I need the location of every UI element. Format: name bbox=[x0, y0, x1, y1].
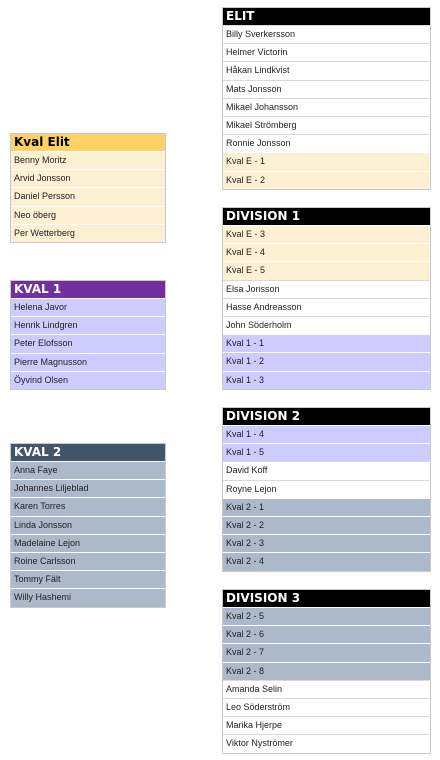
group-elit bbox=[222, 7, 431, 190]
table-row: Hasse Andreasson bbox=[223, 298, 430, 316]
group-title: KVAL 1 bbox=[11, 281, 165, 298]
table-row: Kval E - 1 bbox=[223, 152, 430, 170]
table-row: John Söderholm bbox=[223, 316, 430, 334]
table-row: Kval 1 - 2 bbox=[223, 352, 430, 370]
table-row: Helena Javor bbox=[11, 298, 165, 316]
table-row: Helmer Victorin bbox=[223, 43, 430, 61]
table-row: Mats Jonsson bbox=[223, 80, 430, 98]
table-row: David Koff bbox=[223, 461, 430, 479]
table-row: Kval 2 - 8 bbox=[223, 662, 430, 680]
table-row: Anna Faye bbox=[11, 461, 165, 479]
table-row: Kval 1 - 3 bbox=[223, 371, 430, 389]
table-row: Peter Elofsson bbox=[11, 334, 165, 352]
table-row: Per Wetterberg bbox=[11, 224, 165, 242]
group-kval-1 bbox=[10, 280, 166, 390]
table-row: Ronnie Jonsson bbox=[223, 134, 430, 152]
group-kval-2 bbox=[10, 443, 166, 608]
table-row: Roine Carlsson bbox=[11, 552, 165, 570]
table-row: Henrik Lindgren bbox=[11, 316, 165, 334]
table-row: Kval E - 2 bbox=[223, 171, 430, 189]
group-division-3 bbox=[222, 589, 431, 754]
table-row: Amanda Selin bbox=[223, 680, 430, 698]
table-row: Neo öberg bbox=[11, 206, 165, 224]
table-row: Linda Jonsson bbox=[11, 516, 165, 534]
table-row: Karen Torres bbox=[11, 497, 165, 515]
table-row: Kval E - 3 bbox=[223, 225, 430, 243]
table-row: Arvid Jonsson bbox=[11, 169, 165, 187]
table-row: Tommy Fält bbox=[11, 570, 165, 588]
table-row: Kval 2 - 6 bbox=[223, 625, 430, 643]
table-row: Kval 1 - 4 bbox=[223, 425, 430, 443]
table-row: Kval E - 5 bbox=[223, 261, 430, 279]
table-row: Mikael Johansson bbox=[223, 98, 430, 116]
table-row: Kval E - 4 bbox=[223, 243, 430, 261]
table-row: Pierre Magnusson bbox=[11, 353, 165, 371]
table-row: Kval 2 - 2 bbox=[223, 516, 430, 534]
table-row: Billy Sverkersson bbox=[223, 25, 430, 43]
group-kval-elit bbox=[10, 133, 166, 243]
table-row: Madelaine Lejon bbox=[11, 534, 165, 552]
group-title: Kval Elit bbox=[11, 134, 165, 151]
table-row: Willy Hashemi bbox=[11, 588, 165, 606]
group-division-2 bbox=[222, 407, 431, 572]
table-row: Viktor Nyströmer bbox=[223, 734, 430, 752]
table-row: Kval 2 - 1 bbox=[223, 498, 430, 516]
table-row: Leo Söderström bbox=[223, 698, 430, 716]
table-row: Öyvind Olsen bbox=[11, 371, 165, 389]
table-row: Royne Lejon bbox=[223, 480, 430, 498]
group-title: DIVISION 2 bbox=[223, 408, 430, 425]
table-row: Marika Hjerpe bbox=[223, 716, 430, 734]
group-division-1 bbox=[222, 207, 431, 390]
table-row: Kval 2 - 3 bbox=[223, 534, 430, 552]
table-row: Elsa Jonsson bbox=[223, 280, 430, 298]
table-row: Kval 2 - 5 bbox=[223, 607, 430, 625]
group-title: ELIT bbox=[223, 8, 430, 25]
table-row: Daniel Persson bbox=[11, 187, 165, 205]
group-title: DIVISION 1 bbox=[223, 208, 430, 225]
table-row: Johannes Liljeblad bbox=[11, 479, 165, 497]
table-row: Kval 1 - 1 bbox=[223, 334, 430, 352]
table-row: Mikael Strömberg bbox=[223, 116, 430, 134]
table-row: Kval 2 - 4 bbox=[223, 552, 430, 570]
table-row: Kval 1 - 5 bbox=[223, 443, 430, 461]
table-row: Kval 2 - 7 bbox=[223, 643, 430, 661]
group-title: KVAL 2 bbox=[11, 444, 165, 461]
group-title: DIVISION 3 bbox=[223, 590, 430, 607]
table-row: Benny Moritz bbox=[11, 151, 165, 169]
table-row: Håkan Lindkvist bbox=[223, 61, 430, 79]
